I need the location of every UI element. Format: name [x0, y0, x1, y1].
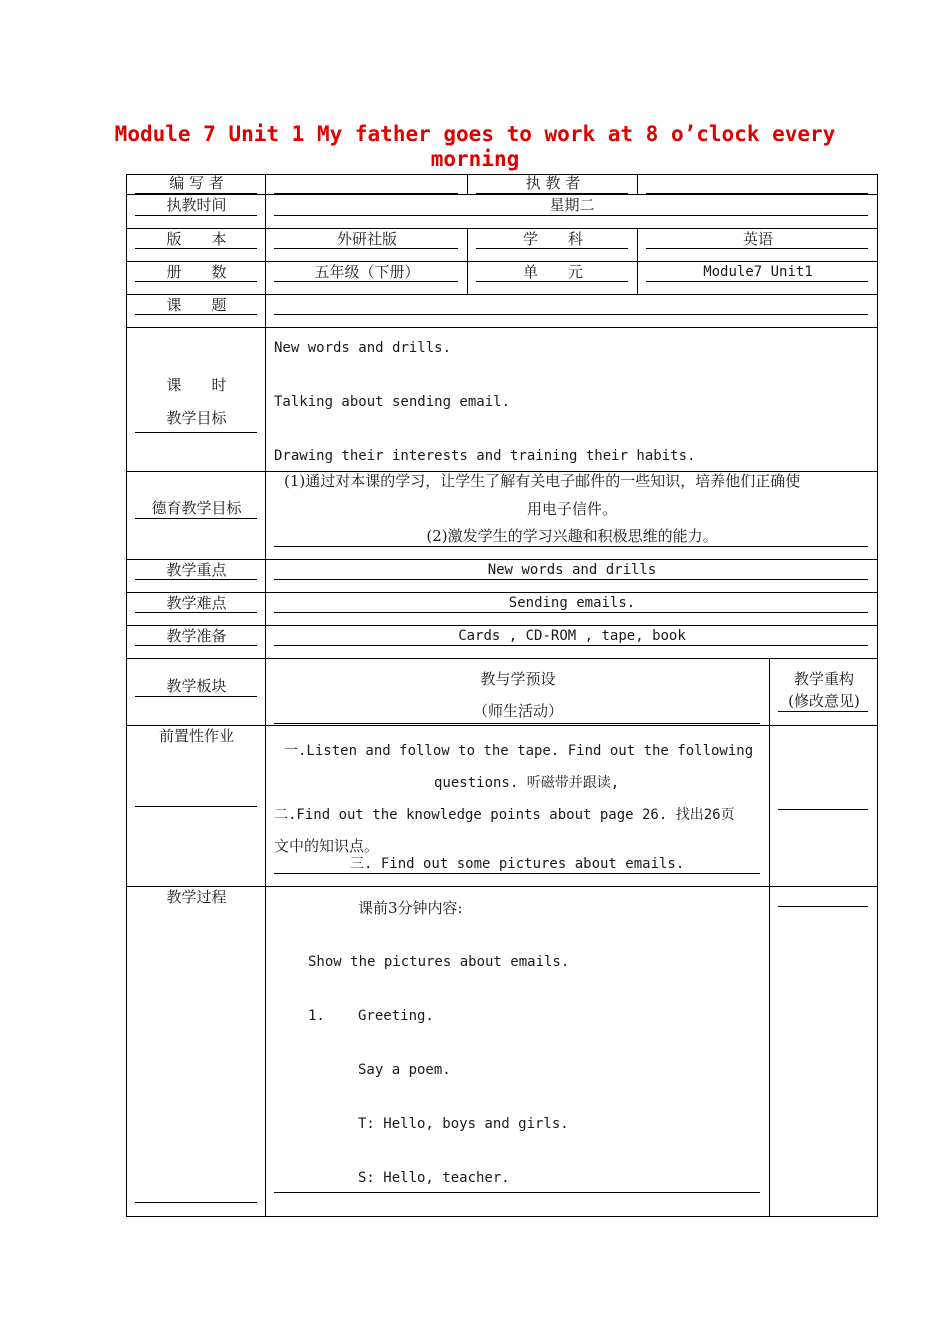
homework-content-cell [265, 725, 769, 886]
process-label-cell [126, 886, 265, 1216]
homework-item-2-cont: 文中的知识点。 [274, 837, 380, 855]
difficult-value: Sending emails. [508, 595, 636, 611]
design-sublabel: （师生活动） [472, 702, 563, 720]
subject-label-cell [467, 228, 637, 261]
teacher-label-cell [467, 174, 637, 194]
teacher-value-cell [637, 174, 877, 194]
subject-value: 英语 [742, 230, 773, 248]
edition-label-cell [126, 228, 265, 261]
difficult-label: 教学难点 [166, 594, 227, 612]
prep-value-cell [265, 625, 877, 658]
time-label: 执教时间 [166, 196, 227, 214]
process-content-cell [265, 886, 769, 1216]
moral-value-cell [265, 471, 877, 559]
rebuild-sublabel: (修改意见) [788, 692, 860, 710]
time-value: 星期二 [549, 196, 595, 214]
unit-value: Module7 Unit1 [703, 264, 813, 280]
time-value-cell [265, 194, 877, 228]
difficult-label-cell [126, 592, 265, 625]
book-label-cell [126, 261, 265, 294]
homework-item-1-cont: questions. 听磁带并跟读, [434, 775, 620, 791]
key-value-cell [265, 559, 877, 592]
homework-rebuild-cell [769, 725, 877, 886]
difficult-value-cell [265, 592, 877, 625]
goals-label-line-1: 课 时 [166, 376, 227, 394]
key-label: 教学重点 [166, 561, 227, 579]
prep-label: 教学准备 [166, 627, 227, 645]
process-line: Greeting. [358, 1008, 434, 1024]
goals-value-cell [265, 327, 877, 471]
time-label-cell [126, 194, 265, 228]
unit-label-cell [467, 261, 637, 294]
topic-value-cell [265, 294, 877, 327]
rebuild-label: 教学重构 [793, 670, 854, 688]
prep-label-cell [126, 625, 265, 658]
lesson-plan-table [126, 174, 878, 1217]
process-line: Say a poem. [358, 1062, 451, 1078]
key-label-cell [126, 559, 265, 592]
moral-goal-2: (2)激发学生的学习兴趣和积极思维的能力。 [426, 527, 718, 545]
unit-value-cell [637, 261, 877, 294]
topic-label: 课 题 [166, 296, 227, 314]
key-value: New words and drills [487, 562, 657, 578]
homework-label-cell [126, 725, 265, 886]
subject-label: 学 科 [522, 230, 583, 248]
unit-label: 单 元 [522, 263, 583, 281]
process-line: Show the pictures about emails. [308, 954, 570, 970]
moral-label: 德育教学目标 [151, 499, 242, 517]
topic-label-cell [126, 294, 265, 327]
subject-value-cell [637, 228, 877, 261]
goal-item: Talking about sending email. [274, 394, 511, 410]
homework-label: 前置性作业 [158, 727, 234, 745]
book-label: 册 数 [166, 263, 227, 281]
process-line: S: Hello, teacher. [358, 1170, 510, 1186]
design-header-cell [265, 658, 769, 725]
homework-item-1: 一.Listen and follow to the tape. Find out the following [284, 743, 754, 759]
prep-value: Cards , CD-ROM , tape, book [458, 628, 686, 644]
edition-label: 版 本 [166, 230, 227, 248]
author-value-cell [265, 174, 467, 194]
moral-goal-1-cont: 用电子信件。 [526, 500, 617, 518]
homework-item-3: 三. Find out some pictures about emails. [350, 856, 685, 872]
goals-label-cell [126, 327, 265, 471]
moral-goal-1: (1)通过对本课的学习，让学生了解有关电子邮件的一些知识，培养他们正确使 [284, 472, 801, 490]
title-line-1: Module 7 Unit 1 My father goes to work at 8 o’clock every [114, 122, 836, 146]
block-label: 教学板块 [166, 677, 227, 695]
goals-label-line-2: 教学目标 [166, 409, 227, 427]
goal-item: Drawing their interests and training their habits. [274, 448, 696, 464]
book-value: 五年级（下册） [314, 263, 420, 281]
process-line: T: Hello, boys and girls. [358, 1116, 569, 1132]
book-value-cell [265, 261, 467, 294]
homework-item-2: 二.Find out the knowledge points about page 26. 找出26页 [274, 807, 735, 823]
process-step-number: 1. [308, 1008, 325, 1024]
design-label: 教与学预设 [480, 670, 556, 688]
teacher-label: 执 教 者 [525, 174, 581, 192]
document-title [0, 122, 950, 172]
moral-label-cell [126, 471, 265, 559]
process-label: 教学过程 [166, 888, 227, 906]
goal-item: New words and drills. [274, 340, 452, 356]
process-rebuild-cell [769, 886, 877, 1216]
process-line: 课前3分钟内容: [358, 899, 463, 917]
block-label-cell [126, 658, 265, 725]
rebuild-header-cell [769, 658, 877, 725]
author-label-cell [126, 174, 265, 194]
title-line-2: morning [430, 147, 520, 171]
edition-value: 外研社版 [336, 230, 397, 248]
edition-value-cell [265, 228, 467, 261]
author-label: 编 写 者 [169, 174, 224, 192]
